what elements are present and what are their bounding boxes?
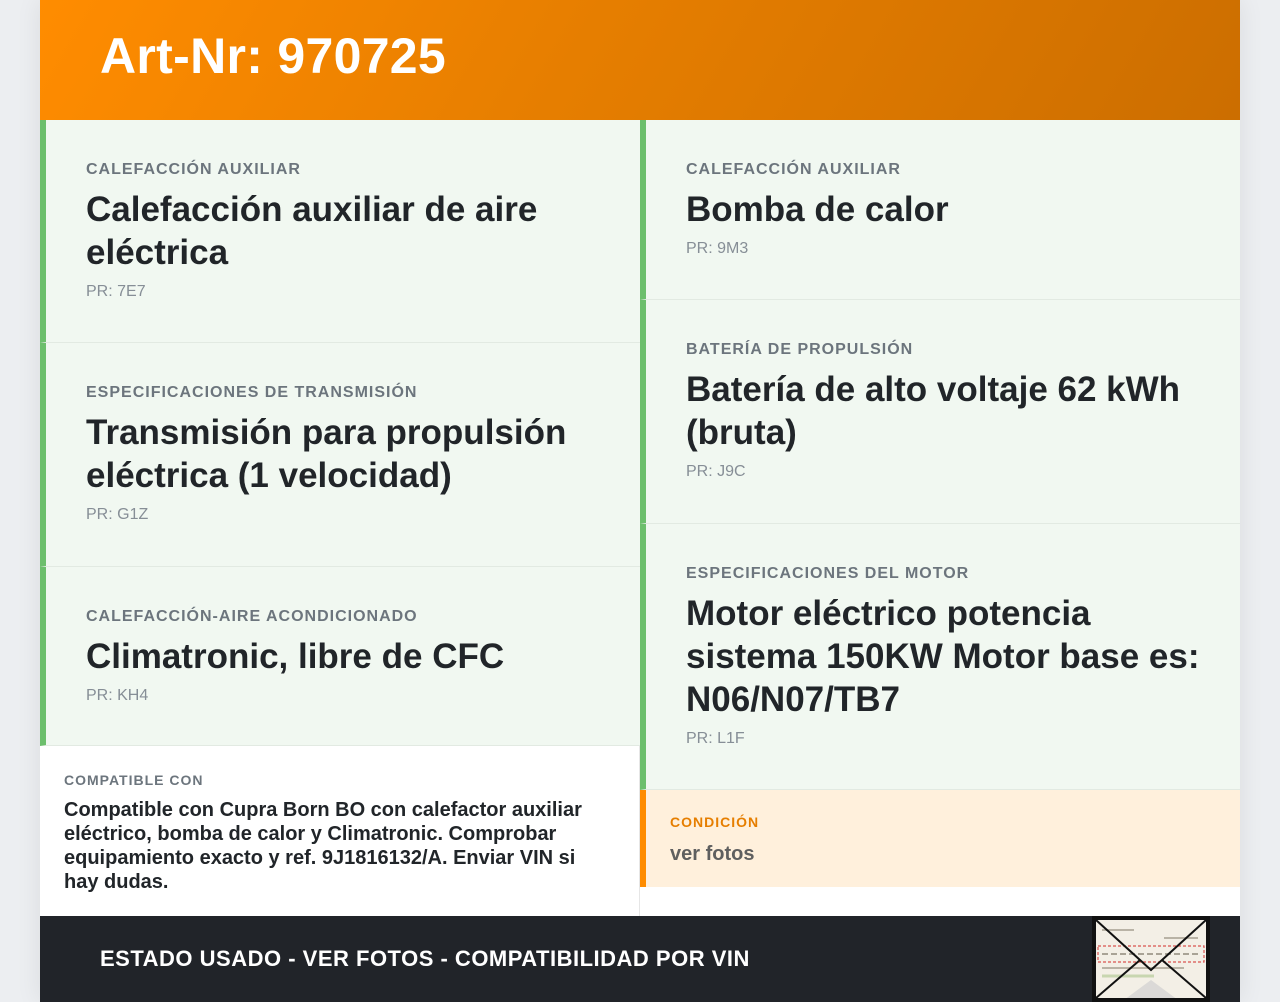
condition-label: CONDICIÓN xyxy=(670,814,760,830)
spec-card xyxy=(640,524,1240,790)
label-photo-thumbnail[interactable] xyxy=(1092,916,1210,1002)
envelope-icon xyxy=(1094,918,1208,1000)
compatibility-text: Compatible con Cupra Born BO con calefactor auxiliar eléctrico, bomba de calor y Climatronic. Comprobar equipamiento exacto y ref. 9J1816132/A. Enviar VIN si hay dudas. xyxy=(64,799,582,893)
spec-card xyxy=(40,120,640,343)
compatibility-box xyxy=(40,746,640,916)
compatibility-label: COMPATIBLE CON xyxy=(64,772,204,788)
spec-card xyxy=(40,343,640,567)
spec-title: Climatronic, libre de CFC xyxy=(86,637,505,676)
product-page xyxy=(40,0,1240,1002)
spec-category: CALEFACCIÓN-AIRE ACONDICIONADO xyxy=(86,608,418,625)
spec-card xyxy=(640,300,1240,524)
condition-text: ver fotos xyxy=(670,843,755,865)
article-number-title: Art-Nr: 970725 xyxy=(100,28,447,84)
spec-title: Bomba de calor xyxy=(686,190,949,229)
header-banner xyxy=(40,0,1240,120)
spec-pr-code: PR: KH4 xyxy=(86,687,149,704)
footer-status-text: ESTADO USADO - VER FOTOS - COMPATIBILIDAD POR VIN xyxy=(100,946,750,971)
spec-title: Batería de alto voltaje 62 kWh (bruta) xyxy=(686,370,1181,452)
spec-category: CALEFACCIÓN AUXILIAR xyxy=(86,161,301,178)
spec-pr-code: PR: 9M3 xyxy=(686,240,749,257)
spec-title: Motor eléctrico potencia sistema 150KW Motor base es: N06/N07/TB7 xyxy=(686,594,1200,719)
condition-box xyxy=(640,790,1240,887)
spec-title: Transmisión para propulsión eléctrica (1 velocidad) xyxy=(86,413,567,495)
spec-pr-code: PR: G1Z xyxy=(86,506,149,523)
spec-pr-code: PR: 7E7 xyxy=(86,283,146,300)
footer-bar xyxy=(40,916,1240,1002)
spec-pr-code: PR: J9C xyxy=(686,463,746,480)
spec-category: CALEFACCIÓN AUXILIAR xyxy=(686,161,901,178)
spec-pr-code: PR: L1F xyxy=(686,730,745,747)
spec-card xyxy=(640,120,1240,300)
spec-card xyxy=(40,567,640,746)
spec-title: Calefacción auxiliar de aire eléctrica xyxy=(86,190,538,272)
spec-category: ESPECIFICACIONES DE TRANSMISIÓN xyxy=(86,384,418,401)
spec-category: ESPECIFICACIONES DEL MOTOR xyxy=(686,565,970,582)
spec-category: BATERÍA DE PROPULSIÓN xyxy=(686,341,914,358)
